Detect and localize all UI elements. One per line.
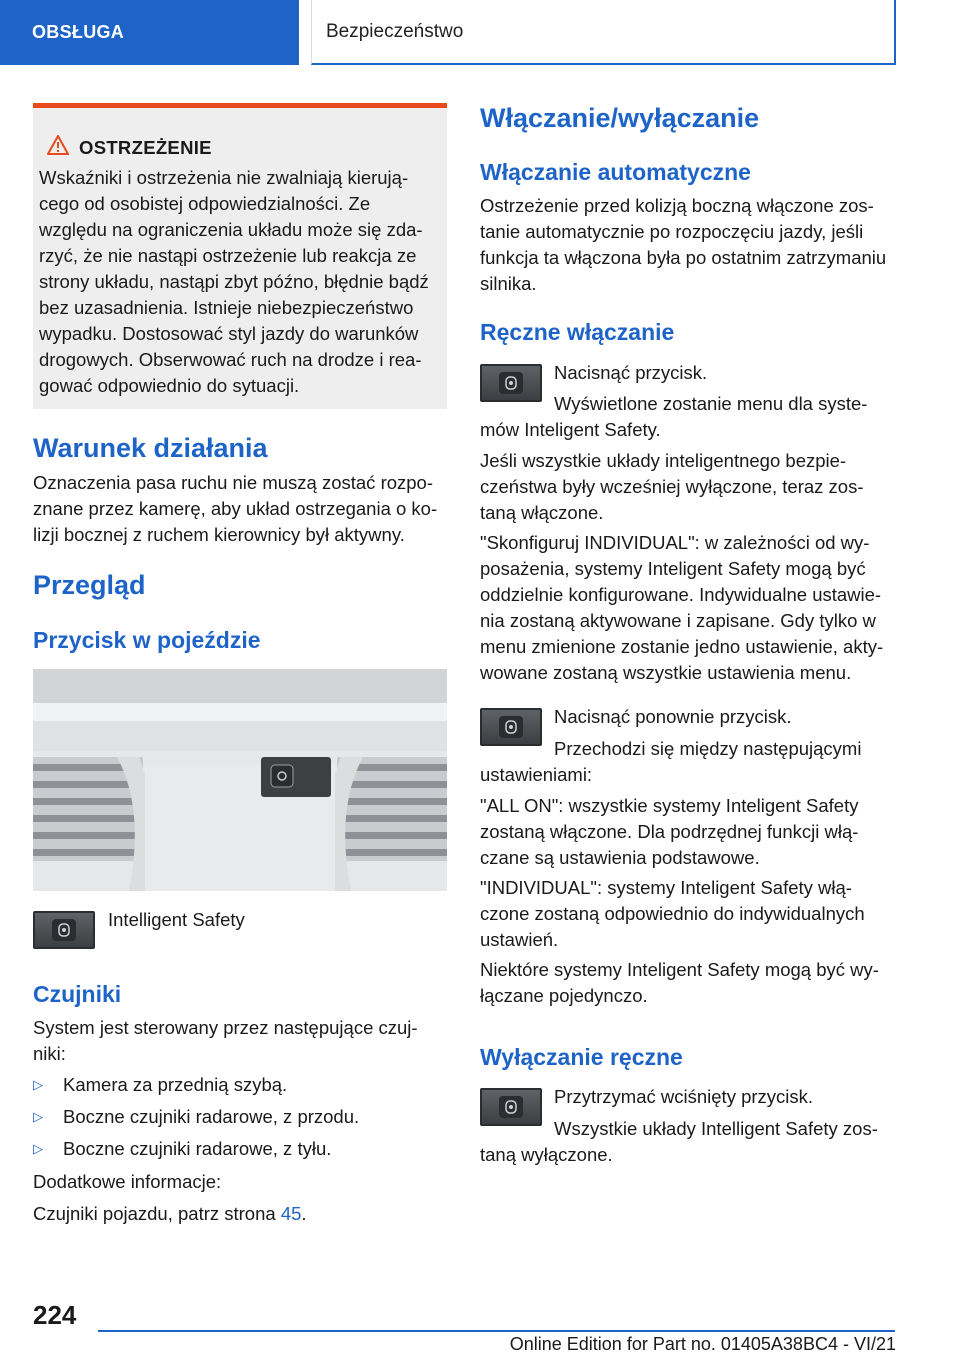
- if-all-off-line: taną włączone.: [480, 502, 604, 523]
- configure-line: posażenia, systemy Inteligent Safety mogą być: [480, 558, 866, 579]
- warning-line: rzyć, że nie nastąpi ostrzeżenie lub reakcja ze: [39, 245, 417, 266]
- warning-text: [39, 165, 439, 399]
- warning-line: bez uzasadnienia. Istnieje niebezpieczeństwo: [39, 297, 414, 318]
- single-off-paragraph: [480, 957, 896, 1009]
- bullet-triangle-icon: ▷: [33, 1141, 43, 1156]
- section-tab: [0, 0, 299, 65]
- warning-line: cego od osobistej odpowiedzialności. Ze: [39, 193, 371, 214]
- warning-line: gować odpowiednio do sytuacji.: [39, 375, 300, 396]
- individual-paragraph: [480, 875, 896, 953]
- warning-line: drogowych. Obserwować ruch na drodze i rea-: [39, 349, 422, 370]
- bullet-triangle-icon: ▷: [33, 1109, 43, 1124]
- condition-line: lizji bocznej z ruchem kierownicy był aktywny.: [33, 524, 405, 545]
- condition-line: znane przez kamerę, aby układ ostrzegania o ko-: [33, 498, 438, 519]
- see-page-text: Czujniki pojazdu, patrz strona: [33, 1203, 281, 1224]
- single-off-line: Niektóre systemy Inteligent Safety mogą być wy-: [480, 959, 879, 980]
- all-on-line: "ALL ON": wszystkie systemy Inteligent Safety: [480, 795, 859, 816]
- if-all-off-paragraph: [480, 448, 896, 526]
- condition-heading: Warunek działania: [33, 433, 268, 463]
- overview-heading: Przegląd: [33, 570, 146, 600]
- hold-button-step: Przytrzymać wciśnięty przycisk.: [554, 1086, 814, 1107]
- configure-line: oddzielnie konfigurowane. Indywidualne ustawie-: [480, 584, 882, 605]
- individual-line: ustawień.: [480, 929, 559, 950]
- all-on-line: zostaną włączone. Dla podrzędnej funkcji włą-: [480, 821, 859, 842]
- intelligent-safety-button-icon: [480, 364, 542, 402]
- configure-line: "Skonfiguruj INDIVIDUAL": w zależności od wy-: [480, 532, 870, 553]
- chapter-tab: [311, 0, 896, 65]
- warning-triangle-icon: [47, 135, 69, 155]
- list-item: [33, 1104, 359, 1130]
- auto-on-heading: Włączanie automatyczne: [480, 159, 751, 185]
- warning-title: OSTRZEŻENIE: [79, 137, 212, 158]
- sensors-intro: [33, 1015, 447, 1067]
- warning-line: wypadku. Dostosować styl jazdy do warunków: [39, 323, 419, 344]
- bullet-triangle-icon: ▷: [33, 1077, 43, 1092]
- auto-on-line: tanie automatycznie po rozpoczęciu jazdy, jeśli: [480, 221, 864, 242]
- if-all-off-line: czeństwa były wcześniej wyłączone, teraz zos-: [480, 476, 864, 497]
- dashboard-button-photo: [33, 669, 447, 891]
- page-number: 224: [33, 1300, 77, 1330]
- switch-settings-line: Przechodzi się między następującymi: [554, 738, 862, 759]
- individual-line: "INDIVIDUAL": systemy Inteligent Safety włą-: [480, 877, 852, 898]
- see-page-reference: [33, 1201, 307, 1227]
- all-on-line: czane są ustawienia podstawowe.: [480, 847, 760, 868]
- auto-on-line: funkcja ta włączona była po ostatnim zatrzymaniu: [480, 247, 887, 268]
- edition-note: Online Edition for Part no. 01405A38BC4 - VI/21: [509, 1334, 896, 1354]
- footer-divider: [98, 1330, 895, 1332]
- more-info-label: Dodatkowe informacje:: [33, 1171, 222, 1192]
- page-link[interactable]: 45: [280, 1203, 302, 1224]
- on-off-heading: Włączanie/wyłączanie: [480, 103, 760, 133]
- list-item-text: Kamera za przednią szybą.: [63, 1074, 288, 1095]
- press-again-step: Nacisnąć ponownie przycisk.: [554, 706, 792, 727]
- configure-paragraph: [480, 530, 896, 686]
- single-off-line: łączane pojedynczo.: [480, 985, 648, 1006]
- button-caption: Intelligent Safety: [108, 909, 245, 930]
- warning-line: strony układu, nastąpi zbyt późno, błędnie bądź: [39, 271, 429, 292]
- intelligent-safety-button-icon: [480, 708, 542, 746]
- section-label: OBSŁUGA: [32, 22, 125, 42]
- see-page-end: .: [301, 1203, 307, 1224]
- configure-line: nia zostaną aktywowane i zapisane. Gdy tylko w: [480, 610, 876, 631]
- sensors-heading: Czujniki: [33, 981, 122, 1007]
- warning-line: Wskaźniki i ostrzeżenia nie zwalniają kierują-: [39, 167, 409, 188]
- manual-off-heading: Wyłączanie ręczne: [480, 1044, 683, 1070]
- sensors-intro-line: System jest sterowany przez następujące czuj-: [33, 1017, 418, 1038]
- chapter-label: Bezpieczeństwo: [326, 20, 464, 42]
- press-button-step: Nacisnąć przycisk.: [554, 362, 708, 383]
- button-in-car-heading: Przycisk w pojeździe: [33, 627, 261, 653]
- list-item-text: Boczne czujniki radarowe, z przodu.: [63, 1106, 360, 1127]
- menu-shown-line: mów Inteligent Safety.: [480, 419, 661, 440]
- all-off-line: taną wyłączone.: [480, 1144, 613, 1165]
- list-item: [33, 1072, 287, 1098]
- switch-settings-line: ustawieniami:: [480, 764, 593, 785]
- intelligent-safety-button-icon: [33, 911, 95, 949]
- list-item: [33, 1136, 331, 1162]
- sensors-intro-line: niki:: [33, 1043, 66, 1064]
- if-all-off-line: Jeśli wszystkie układy inteligentnego bezpie-: [480, 450, 847, 471]
- intelligent-safety-button: [261, 757, 331, 797]
- intelligent-safety-button-icon: [480, 1088, 542, 1126]
- individual-line: czone zostaną odpowiednio do indywidualnych: [480, 903, 865, 924]
- all-off-line: Wszystkie układy Intelligent Safety zos-: [554, 1118, 878, 1139]
- manual-on-heading: Ręczne włączanie: [480, 319, 675, 345]
- condition-line: Oznaczenia pasa ruchu nie muszą zostać rozpo-: [33, 472, 434, 493]
- menu-shown-line: Wyświetlone zostanie menu dla syste-: [554, 393, 868, 414]
- all-on-paragraph: [480, 793, 896, 871]
- auto-on-line: silnika.: [480, 273, 537, 294]
- warning-line: względu na ograniczenia układu może się zda-: [39, 219, 423, 240]
- list-item-text: Boczne czujniki radarowe, z tyłu.: [63, 1138, 332, 1159]
- warning-box: [33, 103, 447, 409]
- configure-line: menu zmienione zostanie jedno ustawienie, akty-: [480, 636, 884, 657]
- condition-paragraph: [33, 470, 447, 548]
- configure-line: wowane zostaną wszystkie ustawienia menu.: [480, 662, 852, 683]
- auto-on-paragraph: [480, 193, 896, 297]
- auto-on-line: Ostrzeżenie przed kolizją boczną włączone zos-: [480, 195, 874, 216]
